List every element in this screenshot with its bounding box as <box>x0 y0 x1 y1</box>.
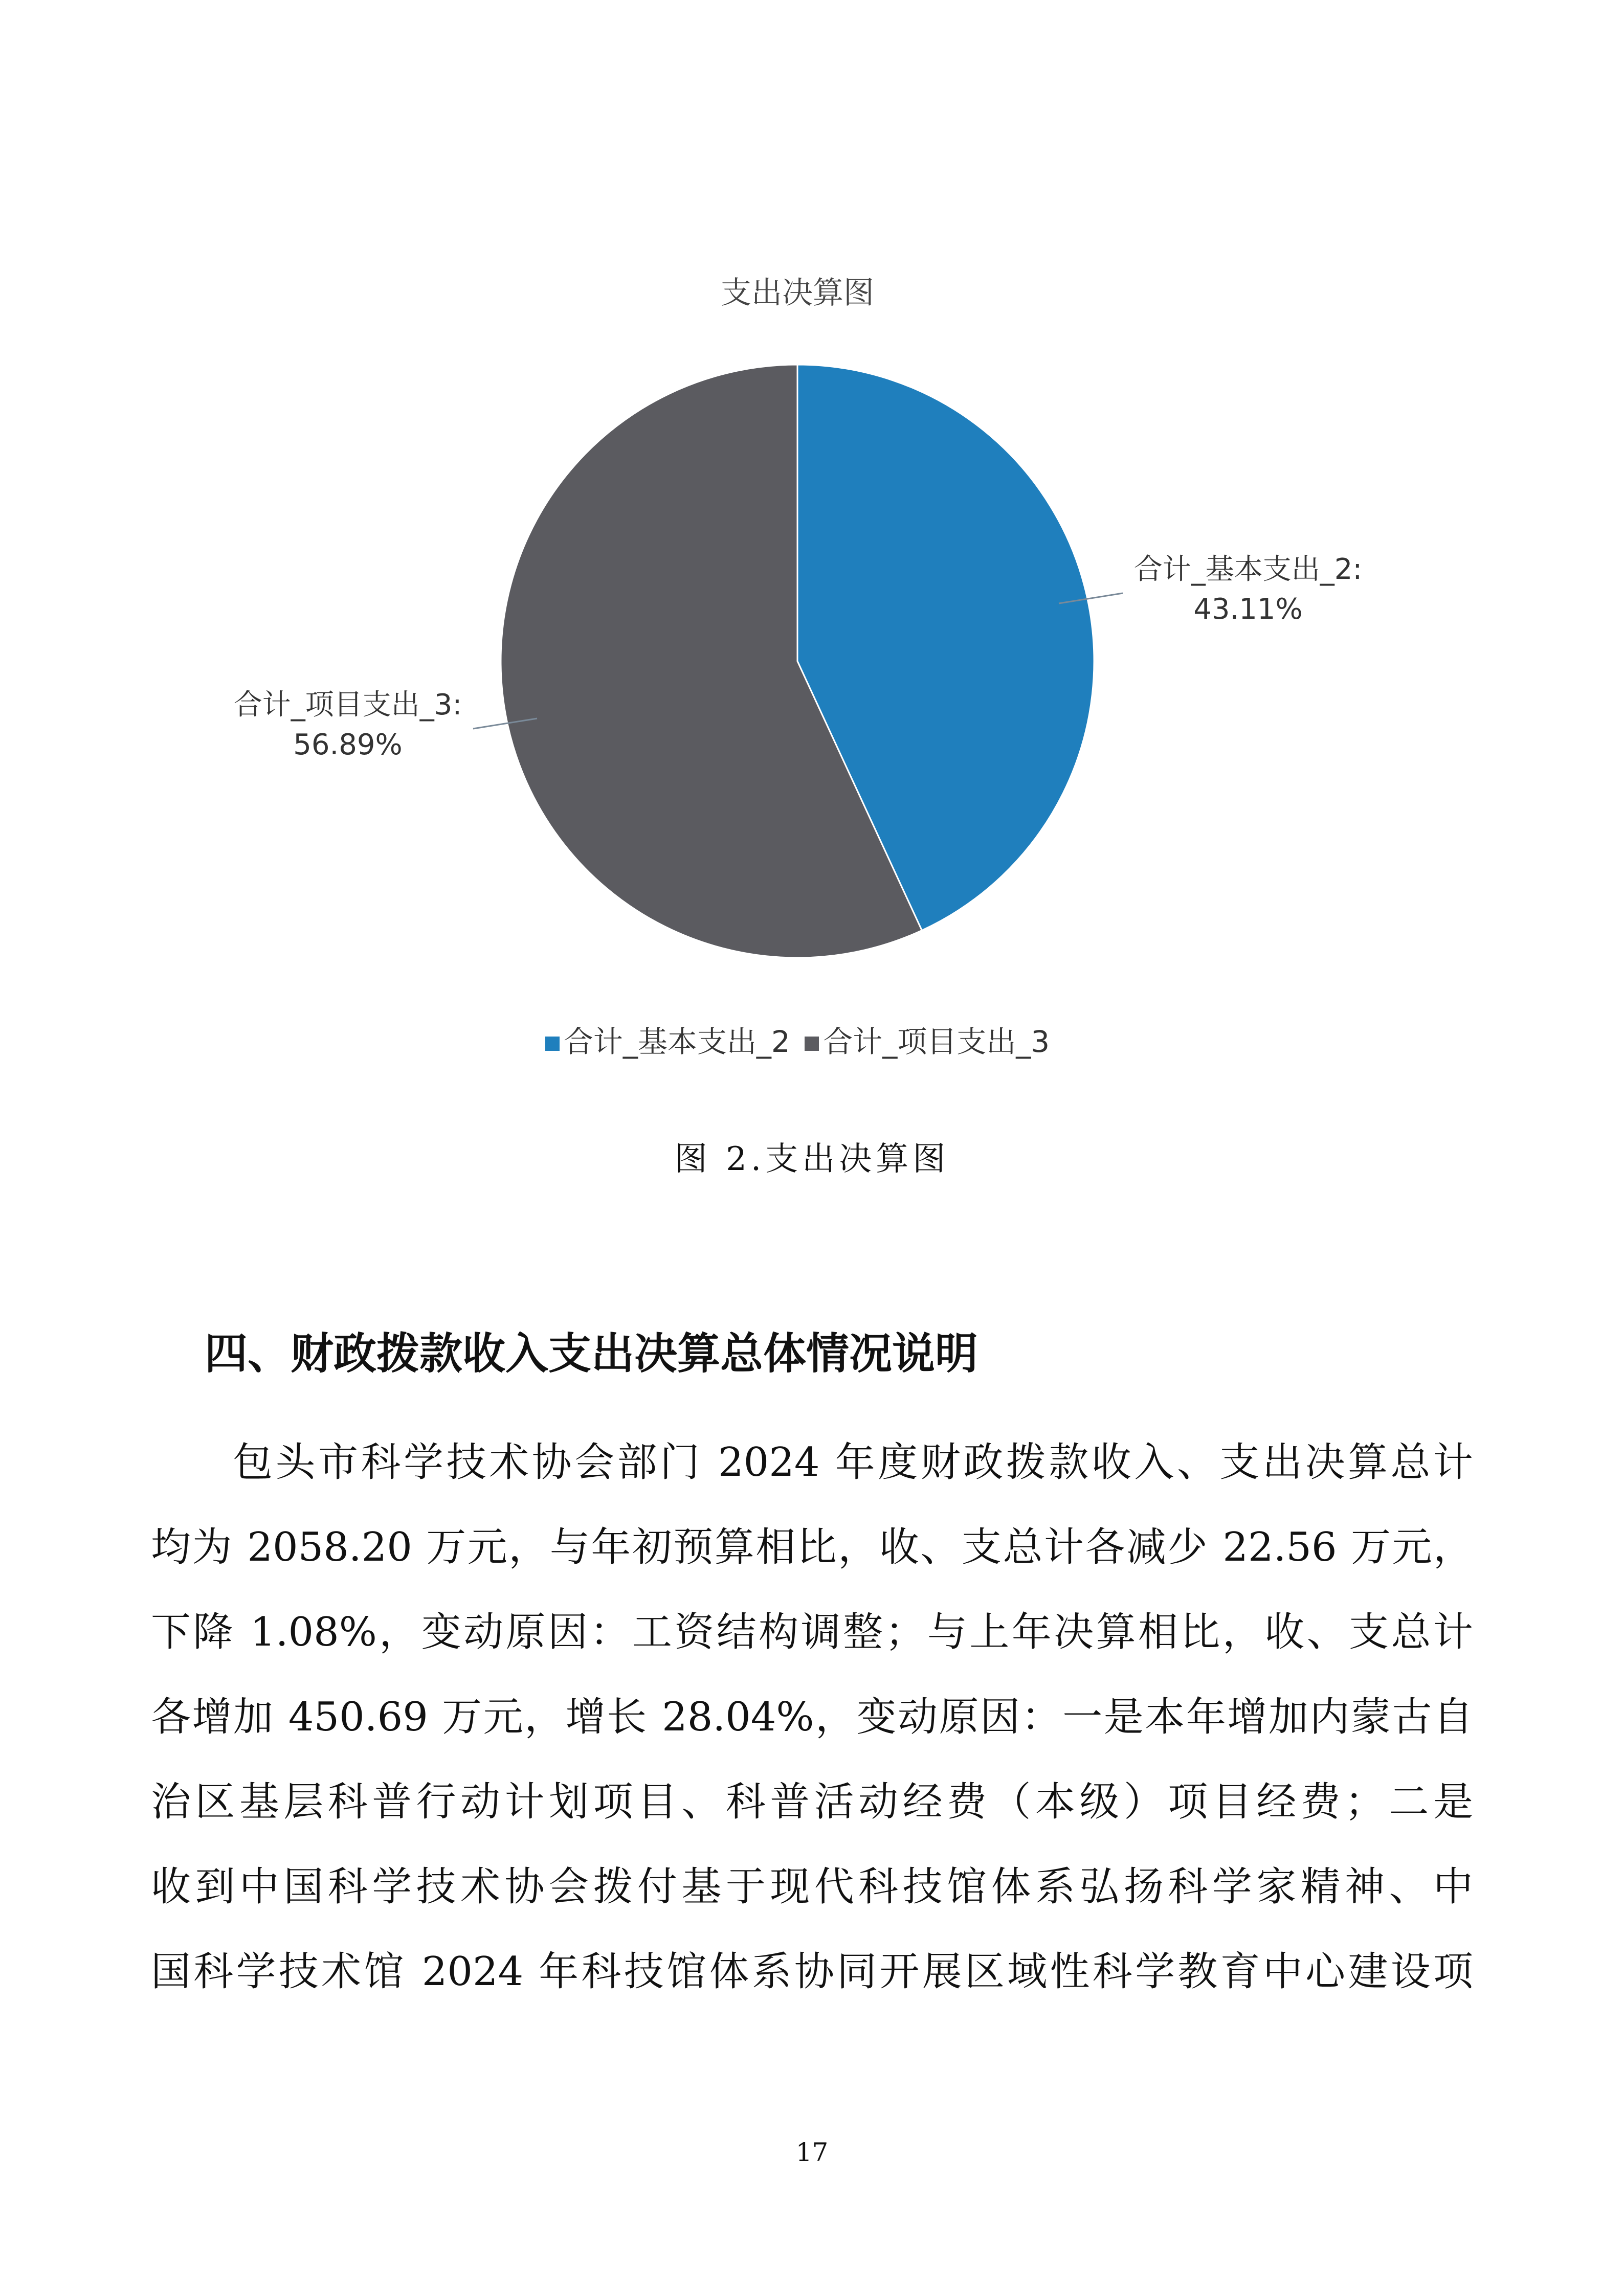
pie-chart <box>0 0 1624 1074</box>
page-number: 17 <box>795 2137 829 2167</box>
chart-title: 支出决算图 <box>721 275 874 311</box>
data-label-project-value: 56.89% <box>293 728 403 761</box>
data-label-basic <box>1105 550 1391 629</box>
data-label-basic-value: 43.11% <box>1193 593 1303 626</box>
legend-label-basic: 合计_基本支出_2 <box>563 1024 790 1059</box>
body-paragraph <box>151 1436 1473 2030</box>
body-line: 均为 2058.20 万元，与年初预算相比，收、支总计各减少 22.56 万元， <box>151 1524 1473 1570</box>
body-line: 包头市科学技术协会部门 2024 年度财政拨款收入、支出决算总计 <box>233 1439 1473 1485</box>
body-line: 国科学技术馆 2024 年科技馆体系协同开展区域性科学教育中心建设项 <box>151 1949 1473 1995</box>
body-line: 下降 1.08%，变动原因：工资结构调整；与上年决算相比，收、支总计 <box>151 1609 1473 1655</box>
data-label-basic-name: 合计_基本支出_2: <box>1133 553 1363 586</box>
data-label-project-name: 合计_项目支出_3: <box>233 688 462 722</box>
body-line: 各增加 450.69 万元，增长 28.04%，变动原因：一是本年增加内蒙古自 <box>151 1694 1473 1740</box>
body-line: 治区基层科普行动计划项目、科普活动经费（本级）项目经费；二是 <box>151 1779 1473 1825</box>
data-label-project <box>205 685 491 765</box>
legend-swatch-project <box>805 1037 819 1051</box>
legend-label-project: 合计_项目支出_3 <box>823 1024 1050 1059</box>
chart-legend <box>0 1018 1595 1061</box>
figure-caption: 图 2.支出决算图 <box>674 1140 950 1178</box>
body-line: 收到中国科学技术协会拨付基于现代科技馆体系弘扬科学家精神、中 <box>151 1864 1473 1910</box>
section-heading: 四、财政拨款收入支出决算总体情况说明 <box>205 1329 978 1379</box>
legend-swatch-basic <box>545 1037 560 1051</box>
